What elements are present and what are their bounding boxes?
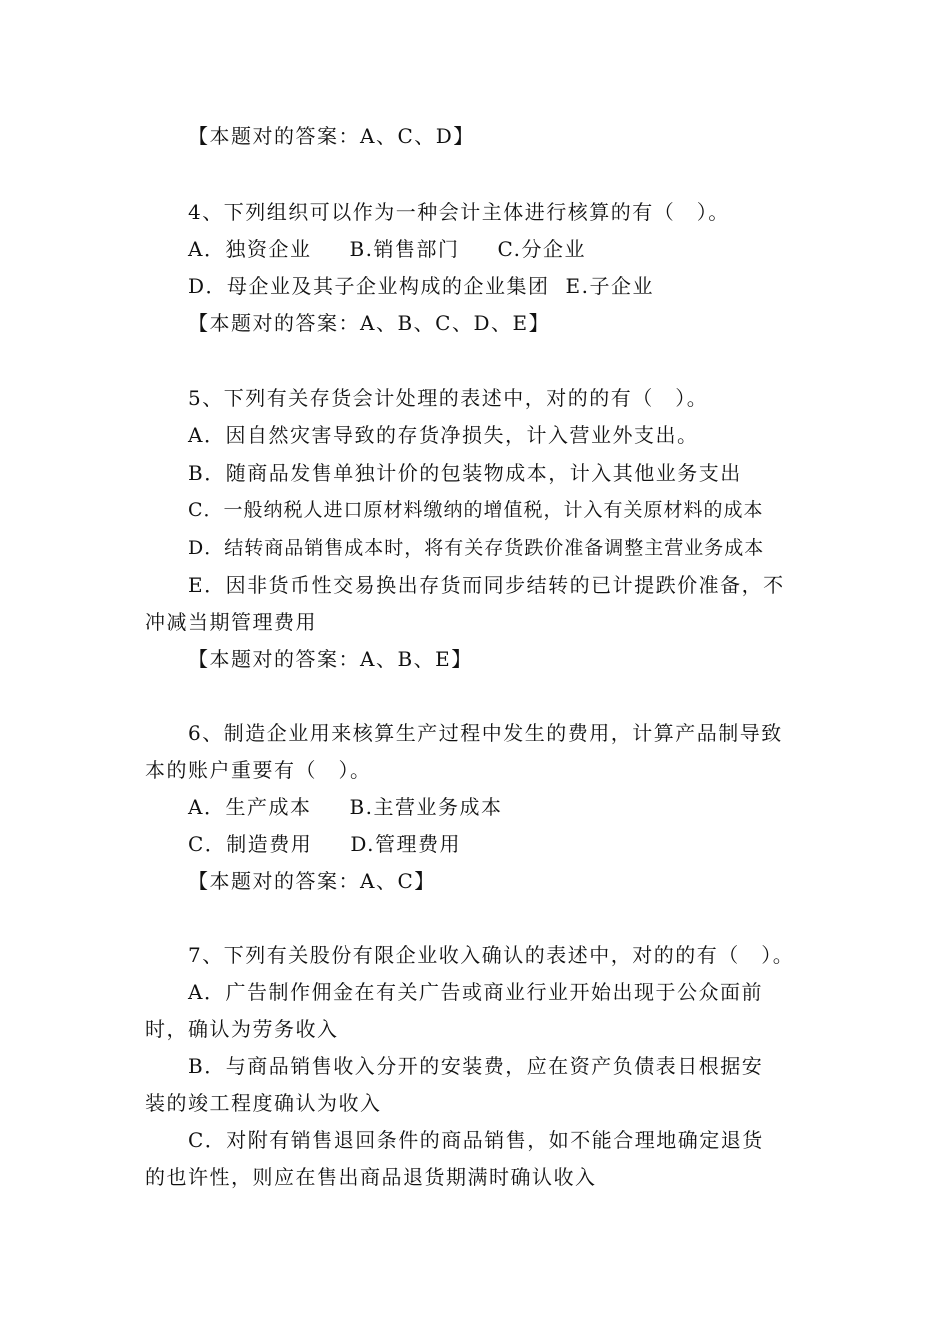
q5-stem: 5、下列有关存货会计处理的表述中，对的的有（ ）。	[188, 386, 709, 410]
q4-options-row2	[188, 273, 654, 299]
q6-option-a: A．生产成本	[188, 795, 312, 819]
q4-option-d: D．母企业及其子企业构成的企业集团	[188, 274, 550, 298]
q4-option-c: C.分企业	[497, 237, 586, 261]
q4-options-row1	[188, 236, 586, 262]
q5-option-c: C．一般纳税人进口原材料缴纳的增值税，计入有关原材料的成本	[188, 499, 764, 521]
q7-option-b-line2: 装的竣工程度确认为收入	[145, 1091, 382, 1115]
q6-options-row1	[188, 794, 503, 820]
q6-option-b: B.主营业务成本	[349, 795, 503, 819]
q6-option-d: D.管理费用	[350, 832, 461, 856]
q7-stem: 7、下列有关股份有限企业收入确认的表述中，对的的有（ ）。	[188, 943, 795, 967]
q7-option-c-line2: 的也许性，则应在售出商品退货期满时确认收入	[145, 1165, 597, 1189]
q5-option-b: B．随商品发售单独计价的包装物成本，计入其他业务支出	[188, 461, 742, 485]
q5-option-e-line2: 冲减当期管理费用	[145, 610, 317, 634]
q4-option-a: A．独资企业	[188, 237, 312, 261]
q4-answer: 【本题对的答案：A、B、C、D、E】	[188, 311, 551, 335]
q7-option-a-line2: 时，确认为劳务收入	[145, 1017, 339, 1041]
q5-answer: 【本题对的答案：A、B、E】	[188, 647, 473, 671]
q4-stem: 4、下列组织可以作为一种会计主体进行核算的有（ ）。	[188, 200, 730, 224]
q6-stem-line2: 本的账户重要有（ ）。	[145, 758, 372, 782]
q6-options-row2	[188, 831, 461, 857]
q3-answer: 【本题对的答案：A、C、D】	[188, 124, 475, 148]
q4-option-e: E.子企业	[565, 274, 655, 298]
q7-option-c-line1: C．对附有销售退回条件的商品销售，如不能合理地确定退货	[188, 1128, 764, 1152]
q7-option-b-line1: B．与商品销售收入分开的安装费，应在资产负债表日根据安	[188, 1054, 764, 1078]
q6-stem-line1: 6、制造企业用来核算生产过程中发生的费用，计算产品制导致	[188, 721, 783, 745]
q5-option-e-line1: E．因非货币性交易换出存货而同步结转的已计提跌价准备，不	[188, 573, 785, 597]
q6-answer: 【本题对的答案：A、C】	[188, 869, 436, 893]
q6-option-c: C．制造费用	[188, 832, 313, 856]
q5-option-d: D．结转商品销售成本时，将有关存货跌价准备调整主营业务成本	[188, 537, 765, 559]
q5-option-a: A．因自然灾害导致的存货净损失，计入营业外支出。	[188, 423, 699, 447]
q7-option-a-line1: A．广告制作佣金在有关广告或商业行业开始出现于公众面前	[188, 980, 763, 1004]
q4-option-b: B.销售部门	[349, 237, 460, 261]
